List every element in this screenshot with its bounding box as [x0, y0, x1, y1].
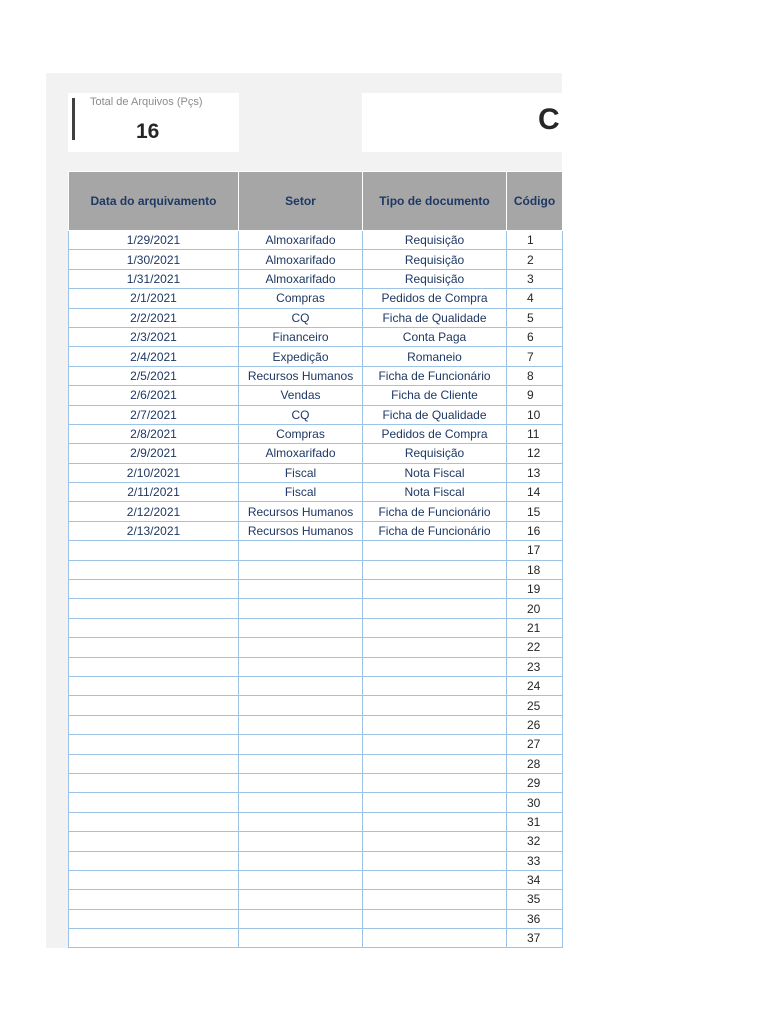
cell-date[interactable] — [69, 560, 239, 579]
cell-sector[interactable]: Vendas — [239, 386, 363, 405]
cell-document-type[interactable] — [363, 851, 507, 870]
cell-sector[interactable]: CQ — [239, 308, 363, 327]
cell-sector[interactable]: Almoxarifado — [239, 444, 363, 463]
cell-sector[interactable]: Recursos Humanos — [239, 366, 363, 385]
cell-document-type[interactable]: Pedidos de Compra — [363, 424, 507, 443]
cell-date[interactable]: 2/5/2021 — [69, 366, 239, 385]
header-sector[interactable]: Setor — [239, 172, 363, 231]
cell-sector[interactable] — [239, 560, 363, 579]
cell-sector[interactable] — [239, 618, 363, 637]
cell-code[interactable]: 21 — [507, 618, 563, 637]
table-row — [69, 832, 563, 851]
header-code[interactable]: Código — [507, 172, 563, 231]
cell-date[interactable] — [69, 909, 239, 928]
kpi-value: 16 — [136, 120, 160, 143]
table-row — [69, 250, 563, 269]
cell-document-type[interactable]: Requisição — [363, 444, 507, 463]
cell-date[interactable]: 2/8/2021 — [69, 424, 239, 443]
table-row — [69, 231, 563, 250]
cell-sector[interactable] — [239, 793, 363, 812]
cell-document-type[interactable] — [363, 715, 507, 734]
cell-date[interactable]: 2/13/2021 — [69, 521, 239, 540]
cell-code[interactable]: 6 — [507, 327, 563, 346]
cell-date[interactable] — [69, 696, 239, 715]
cell-document-type[interactable]: Nota Fiscal — [363, 483, 507, 502]
table-body — [69, 231, 563, 948]
cell-code[interactable]: 2 — [507, 250, 563, 269]
table-row — [69, 793, 563, 812]
cell-code[interactable]: 22 — [507, 638, 563, 657]
cell-sector[interactable]: Expedição — [239, 347, 363, 366]
cell-code[interactable]: 37 — [507, 929, 563, 948]
table-row — [69, 521, 563, 540]
cell-sector[interactable] — [239, 676, 363, 695]
cell-code[interactable]: 11 — [507, 424, 563, 443]
cell-sector[interactable] — [239, 773, 363, 792]
table-row — [69, 580, 563, 599]
cell-sector[interactable] — [239, 638, 363, 657]
cell-code[interactable]: 17 — [507, 541, 563, 560]
cell-code[interactable]: 23 — [507, 657, 563, 676]
table-header-row — [69, 172, 563, 231]
cell-date[interactable]: 2/11/2021 — [69, 483, 239, 502]
table-row — [69, 347, 563, 366]
table-row — [69, 696, 563, 715]
table-row — [69, 444, 563, 463]
cell-sector[interactable]: CQ — [239, 405, 363, 424]
cell-document-type[interactable] — [363, 754, 507, 773]
cell-document-type[interactable]: Nota Fiscal — [363, 463, 507, 482]
cell-document-type[interactable] — [363, 870, 507, 889]
page-title: C — [538, 103, 560, 136]
cell-date[interactable] — [69, 715, 239, 734]
cell-code[interactable]: 5 — [507, 308, 563, 327]
table-row — [69, 308, 563, 327]
cell-date[interactable] — [69, 832, 239, 851]
cell-date[interactable] — [69, 870, 239, 889]
cell-code[interactable]: 3 — [507, 269, 563, 288]
cell-date[interactable] — [69, 618, 239, 637]
cell-code[interactable]: 9 — [507, 386, 563, 405]
table-row — [69, 483, 563, 502]
table-row — [69, 618, 563, 637]
table-row — [69, 676, 563, 695]
cell-date[interactable]: 2/1/2021 — [69, 289, 239, 308]
table-row — [69, 502, 563, 521]
cell-document-type[interactable] — [363, 696, 507, 715]
cell-code[interactable]: 32 — [507, 832, 563, 851]
cell-date[interactable]: 2/6/2021 — [69, 386, 239, 405]
cell-code[interactable]: 16 — [507, 521, 563, 540]
table-row — [69, 289, 563, 308]
cell-sector[interactable] — [239, 929, 363, 948]
cell-date[interactable] — [69, 812, 239, 831]
cell-code[interactable]: 36 — [507, 909, 563, 928]
cell-document-type[interactable]: Requisição — [363, 231, 507, 250]
cell-date[interactable]: 1/29/2021 — [69, 231, 239, 250]
cell-document-type[interactable] — [363, 909, 507, 928]
cell-sector[interactable]: Fiscal — [239, 483, 363, 502]
cell-document-type[interactable]: Ficha de Qualidade — [363, 308, 507, 327]
cell-code[interactable]: 34 — [507, 870, 563, 889]
cell-document-type[interactable]: Requisição — [363, 269, 507, 288]
table-row — [69, 754, 563, 773]
cell-sector[interactable] — [239, 832, 363, 851]
table-row — [69, 463, 563, 482]
cell-date[interactable] — [69, 638, 239, 657]
cell-document-type[interactable] — [363, 541, 507, 560]
cell-code[interactable]: 29 — [507, 773, 563, 792]
cell-date[interactable] — [69, 754, 239, 773]
cell-date[interactable]: 2/12/2021 — [69, 502, 239, 521]
cell-code[interactable]: 28 — [507, 754, 563, 773]
cell-date[interactable] — [69, 851, 239, 870]
cell-sector[interactable]: Almoxarifado — [239, 269, 363, 288]
cell-date[interactable] — [69, 735, 239, 754]
cell-document-type[interactable] — [363, 676, 507, 695]
cell-sector[interactable]: Financeiro — [239, 327, 363, 346]
cell-document-type[interactable]: Pedidos de Compra — [363, 289, 507, 308]
cell-sector[interactable] — [239, 909, 363, 928]
table-row — [69, 890, 563, 909]
header-document-type[interactable]: Tipo de documento — [363, 172, 507, 231]
cell-date[interactable]: 1/31/2021 — [69, 269, 239, 288]
cell-document-type[interactable]: Conta Paga — [363, 327, 507, 346]
cell-date[interactable] — [69, 890, 239, 909]
cell-document-type[interactable] — [363, 618, 507, 637]
cell-code[interactable]: 15 — [507, 502, 563, 521]
cell-sector[interactable]: Almoxarifado — [239, 231, 363, 250]
cell-sector[interactable]: Fiscal — [239, 463, 363, 482]
cell-date[interactable] — [69, 773, 239, 792]
cell-code[interactable]: 26 — [507, 715, 563, 734]
cell-code[interactable]: 27 — [507, 735, 563, 754]
table-row — [69, 386, 563, 405]
cell-sector[interactable] — [239, 735, 363, 754]
cell-code[interactable]: 7 — [507, 347, 563, 366]
cell-date[interactable] — [69, 657, 239, 676]
table-row — [69, 366, 563, 385]
cell-date[interactable] — [69, 929, 239, 948]
cell-sector[interactable] — [239, 580, 363, 599]
table-row — [69, 870, 563, 889]
cell-sector[interactable] — [239, 696, 363, 715]
cell-sector[interactable]: Almoxarifado — [239, 250, 363, 269]
cell-date[interactable]: 2/10/2021 — [69, 463, 239, 482]
kpi-card-total-files — [68, 93, 239, 152]
table-row — [69, 657, 563, 676]
cell-document-type[interactable]: Ficha de Funcionário — [363, 366, 507, 385]
cell-sector[interactable] — [239, 541, 363, 560]
cell-date[interactable]: 1/30/2021 — [69, 250, 239, 269]
cell-date[interactable] — [69, 793, 239, 812]
cell-sector[interactable] — [239, 870, 363, 889]
cell-code[interactable]: 4 — [507, 289, 563, 308]
cell-document-type[interactable] — [363, 812, 507, 831]
cell-document-type[interactable] — [363, 929, 507, 948]
cell-document-type[interactable] — [363, 580, 507, 599]
kpi-accent-bar — [72, 98, 75, 140]
table-row — [69, 599, 563, 618]
kpi-label: Total de Arquivos (Pçs) — [90, 96, 203, 108]
table-row — [69, 812, 563, 831]
title-card — [362, 93, 562, 152]
cell-document-type[interactable]: Romaneio — [363, 347, 507, 366]
cell-date[interactable]: 2/3/2021 — [69, 327, 239, 346]
cell-sector[interactable] — [239, 715, 363, 734]
cell-date[interactable] — [69, 599, 239, 618]
cell-document-type[interactable] — [363, 657, 507, 676]
table-row — [69, 929, 563, 948]
cell-document-type[interactable]: Ficha de Cliente — [363, 386, 507, 405]
header-date[interactable]: Data do arquivamento — [69, 172, 239, 231]
cell-sector[interactable] — [239, 812, 363, 831]
table-row — [69, 851, 563, 870]
cell-code[interactable]: 33 — [507, 851, 563, 870]
cell-document-type[interactable] — [363, 638, 507, 657]
cell-document-type[interactable]: Ficha de Funcionário — [363, 521, 507, 540]
cell-date[interactable] — [69, 676, 239, 695]
table-row — [69, 715, 563, 734]
cell-sector[interactable]: Compras — [239, 289, 363, 308]
table-row — [69, 405, 563, 424]
cell-document-type[interactable] — [363, 560, 507, 579]
cell-document-type[interactable] — [363, 599, 507, 618]
cell-document-type[interactable]: Ficha de Qualidade — [363, 405, 507, 424]
table-row — [69, 269, 563, 288]
cell-code[interactable]: 13 — [507, 463, 563, 482]
cell-code[interactable]: 19 — [507, 580, 563, 599]
cell-date[interactable] — [69, 541, 239, 560]
table-row — [69, 541, 563, 560]
cell-code[interactable]: 18 — [507, 560, 563, 579]
cell-sector[interactable]: Recursos Humanos — [239, 502, 363, 521]
cell-sector[interactable]: Recursos Humanos — [239, 521, 363, 540]
cell-document-type[interactable]: Requisição — [363, 250, 507, 269]
cell-date[interactable] — [69, 580, 239, 599]
cell-sector[interactable] — [239, 754, 363, 773]
cell-code[interactable]: 10 — [507, 405, 563, 424]
table-row — [69, 327, 563, 346]
cell-code[interactable]: 25 — [507, 696, 563, 715]
cell-date[interactable]: 2/4/2021 — [69, 347, 239, 366]
cell-code[interactable]: 31 — [507, 812, 563, 831]
table-row — [69, 560, 563, 579]
cell-sector[interactable]: Compras — [239, 424, 363, 443]
cell-code[interactable]: 24 — [507, 676, 563, 695]
cell-code[interactable]: 12 — [507, 444, 563, 463]
cell-document-type[interactable] — [363, 735, 507, 754]
cell-sector[interactable] — [239, 599, 363, 618]
cell-code[interactable]: 1 — [507, 231, 563, 250]
cell-document-type[interactable] — [363, 890, 507, 909]
cell-code[interactable]: 30 — [507, 793, 563, 812]
table-row — [69, 424, 563, 443]
cell-code[interactable]: 8 — [507, 366, 563, 385]
cell-document-type[interactable] — [363, 832, 507, 851]
cell-document-type[interactable] — [363, 793, 507, 812]
cell-sector[interactable] — [239, 851, 363, 870]
cell-code[interactable]: 20 — [507, 599, 563, 618]
cell-sector[interactable] — [239, 890, 363, 909]
table-row — [69, 773, 563, 792]
table-row — [69, 638, 563, 657]
cell-date[interactable]: 2/2/2021 — [69, 308, 239, 327]
cell-code[interactable]: 14 — [507, 483, 563, 502]
cell-sector[interactable] — [239, 657, 363, 676]
cell-document-type[interactable] — [363, 773, 507, 792]
cell-code[interactable]: 35 — [507, 890, 563, 909]
table-row — [69, 909, 563, 928]
cell-date[interactable]: 2/9/2021 — [69, 444, 239, 463]
cell-document-type[interactable]: Ficha de Funcionário — [363, 502, 507, 521]
table-row — [69, 735, 563, 754]
files-table — [68, 171, 563, 948]
cell-date[interactable]: 2/7/2021 — [69, 405, 239, 424]
